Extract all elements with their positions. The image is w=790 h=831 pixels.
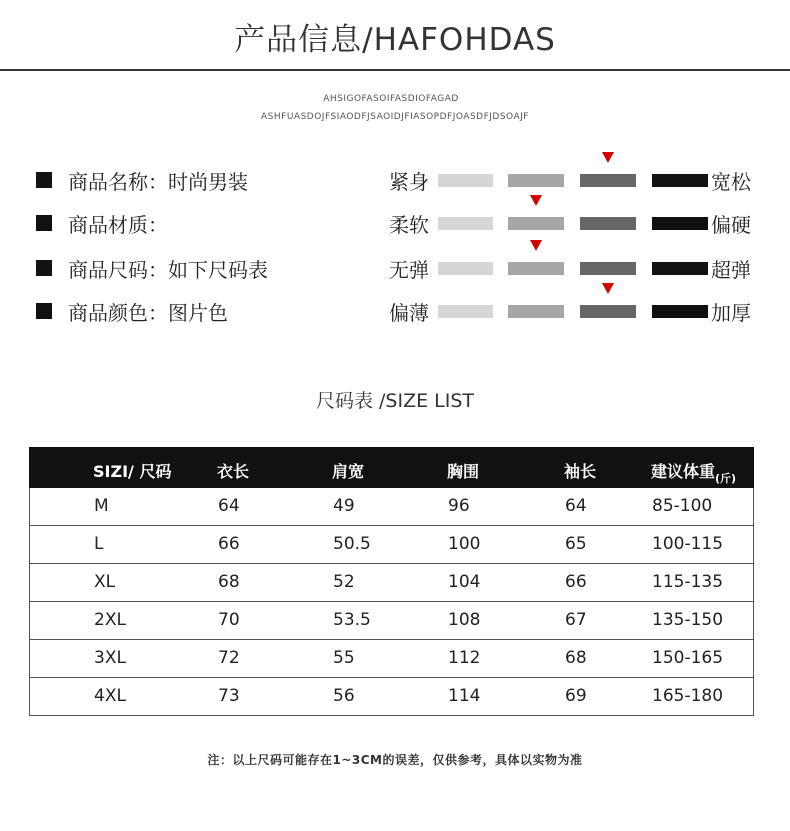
header-weight-unit: (斤)	[715, 472, 737, 485]
table-row	[29, 488, 754, 526]
cell-sleeve: 69	[565, 686, 587, 706]
cell-sleeve: 66	[565, 572, 587, 592]
bullet-square-icon	[36, 215, 52, 231]
cell-shoulder: 53.5	[333, 610, 371, 630]
attribute-label: 商品名称：时尚男装	[68, 170, 248, 194]
scale-segment-4	[652, 217, 708, 230]
attribute-label: 商品尺码：如下尺码表	[68, 258, 268, 282]
page-title: 产品信息/HAFOHDAS	[234, 22, 556, 58]
scale-segment-3	[580, 174, 636, 187]
scale-segment-4	[652, 305, 708, 318]
cell-length: 66	[218, 534, 240, 554]
cell-shoulder: 56	[333, 686, 355, 706]
table-row	[29, 640, 754, 678]
table-row	[29, 678, 754, 716]
scale-segment-4	[652, 174, 708, 187]
cell-weight: 100-115	[652, 534, 724, 554]
size-table	[29, 447, 754, 716]
decorative-subtitle-line-2: ASHFUASDOJFSIAODFJSAOIDJFIASOPDFJOASDFJDSOAJF	[261, 112, 529, 122]
cell-sleeve: 64	[565, 496, 587, 516]
cell-weight: 135-150	[652, 610, 724, 630]
cell-weight: 115-135	[652, 572, 724, 592]
cell-shoulder: 49	[333, 496, 355, 516]
scale-segment-1	[438, 305, 493, 318]
scale-segment-1	[438, 174, 493, 187]
size-note: 注：以上尺码可能存在1~3CM的误差，仅供参考，具体以实物为准	[207, 753, 583, 767]
table-row	[29, 564, 754, 602]
bullet-square-icon	[36, 260, 52, 276]
level-marker-icon	[602, 283, 614, 294]
header-sleeve: 袖长	[564, 462, 597, 481]
cell-chest: 100	[448, 534, 481, 554]
cell-chest: 96	[448, 496, 470, 516]
title-divider	[0, 69, 790, 71]
cell-length: 72	[218, 648, 240, 668]
cell-shoulder: 50.5	[333, 534, 371, 554]
scale-min-label: 无弹	[389, 258, 429, 282]
header-length: 衣长	[217, 462, 250, 481]
scale-segment-2	[508, 262, 564, 275]
attribute-row	[0, 253, 790, 281]
scale-max-label: 加厚	[711, 301, 751, 325]
cell-size: 2XL	[94, 610, 126, 630]
scale-min-label: 柔软	[389, 213, 429, 237]
cell-length: 73	[218, 686, 240, 706]
scale-segment-3	[580, 217, 636, 230]
size-list-title: 尺码表 /SIZE LIST	[315, 390, 475, 412]
cell-sleeve: 67	[565, 610, 587, 630]
cell-size: 3XL	[94, 648, 126, 668]
scale-segment-3	[580, 305, 636, 318]
cell-size: XL	[94, 572, 116, 592]
scale-segment-1	[438, 217, 493, 230]
scale-max-label: 偏硬	[711, 213, 751, 237]
scale-segment-2	[508, 174, 564, 187]
header-shoulder: 肩宽	[332, 462, 365, 481]
cell-size: M	[94, 496, 109, 516]
cell-chest: 112	[448, 648, 481, 668]
scale-max-label: 超弹	[711, 258, 751, 282]
scale-min-label: 紧身	[389, 170, 429, 194]
attribute-label: 商品材质：	[68, 213, 168, 237]
size-table-body	[29, 488, 754, 716]
cell-length: 70	[218, 610, 240, 630]
level-marker-icon	[530, 240, 542, 251]
attribute-row	[0, 296, 790, 324]
cell-chest: 104	[448, 572, 481, 592]
attribute-label: 商品颜色：图片色	[68, 301, 228, 325]
cell-length: 64	[218, 496, 240, 516]
scale-segment-2	[508, 217, 564, 230]
header-chest: 胸围	[447, 462, 480, 481]
attribute-row	[0, 208, 790, 236]
bullet-square-icon	[36, 303, 52, 319]
cell-sleeve: 68	[565, 648, 587, 668]
cell-length: 68	[218, 572, 240, 592]
table-row	[29, 602, 754, 640]
header-size: SIZI/ 尺码	[93, 462, 172, 481]
cell-shoulder: 55	[333, 648, 355, 668]
size-table-header	[29, 447, 754, 488]
scale-segment-2	[508, 305, 564, 318]
attribute-row	[0, 165, 790, 193]
scale-segment-1	[438, 262, 493, 275]
cell-chest: 114	[448, 686, 481, 706]
cell-size: 4XL	[94, 686, 126, 706]
level-marker-icon	[530, 195, 542, 206]
scale-min-label: 偏薄	[389, 301, 429, 325]
cell-weight: 85-100	[652, 496, 713, 516]
cell-chest: 108	[448, 610, 481, 630]
cell-weight: 150-165	[652, 648, 724, 668]
scale-segment-3	[580, 262, 636, 275]
cell-sleeve: 65	[565, 534, 587, 554]
level-marker-icon	[602, 152, 614, 163]
scale-segment-4	[652, 262, 708, 275]
cell-shoulder: 52	[333, 572, 355, 592]
cell-weight: 165-180	[652, 686, 724, 706]
cell-size: L	[94, 534, 104, 554]
header-weight	[651, 459, 737, 485]
table-row	[29, 526, 754, 564]
scale-max-label: 宽松	[711, 170, 751, 194]
header-weight-label: 建议体重	[651, 462, 716, 481]
bullet-square-icon	[36, 172, 52, 188]
decorative-subtitle-line-1: AHSIGOFASOIFASDIOFAGAD	[323, 94, 459, 104]
